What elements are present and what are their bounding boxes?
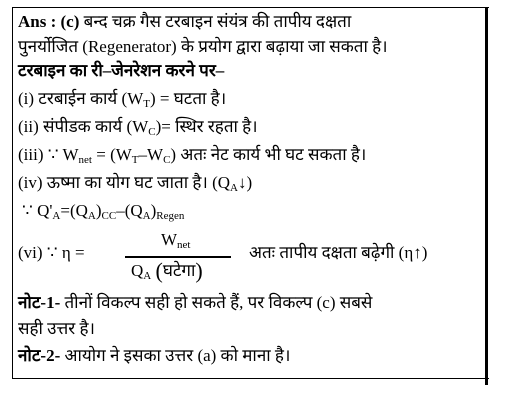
- efficiency-conclusion: अतः तापीय दक्षता बढ़ेगी (η↑): [249, 243, 428, 262]
- heat-addition-line: (iv) ऊष्मा का योग घट जाता है। $(Q_A↓)$: [18, 173, 253, 194]
- compressor-work-line: (ii) संपीडक कार्य $(W_C)=$ स्थिर रहता है।: [18, 117, 258, 138]
- net-work-line: (iii) ∵ $W_{net} = (W_T-W_C)$ अतः नेट कार्य भी घट सकता है।: [18, 145, 367, 166]
- answer-label: Ans : (c): [18, 12, 80, 31]
- regeneration-heading: टरबाइन का री–जेनरेशन करने पर–: [18, 61, 225, 80]
- heat-equation-line: ∵ $Q'_A=(Q_A)_{CC}-(Q_A)_{Regen}$: [22, 201, 185, 222]
- answer-box: [12, 7, 489, 379]
- note-2-line: नोट-2- आयोग ने इसका उत्तर (a) को माना है।: [18, 346, 291, 365]
- right-border-line: [485, 7, 488, 385]
- answer-line-1: Ans : (c) बन्द चक्र गैस टरबाइन संयंत्र की तापीय दक्षता: [18, 12, 352, 31]
- fraction-numerator: $W_{net}$: [161, 230, 191, 251]
- efficiency-fraction: [125, 230, 233, 286]
- note-1-continuation: सही उत्तर है।: [18, 319, 95, 338]
- fraction-denominator: $Q_A$ (घटेगा): [131, 258, 203, 283]
- answer-line-2: पुनर्योजित (Regenerator) के प्रयोग द्वारा बढ़ाया जा सकता है।: [18, 37, 388, 56]
- turbine-work-line: (i) टरबाईन कार्य $(W_T)$ = घटता है।: [18, 89, 227, 110]
- efficiency-line-label: (vi) ∵ η =: [18, 243, 85, 262]
- note-1-line: नोट-1- तीनों विकल्प सही हो सकते हैं, पर विकल्प (c) सबसे: [18, 293, 373, 312]
